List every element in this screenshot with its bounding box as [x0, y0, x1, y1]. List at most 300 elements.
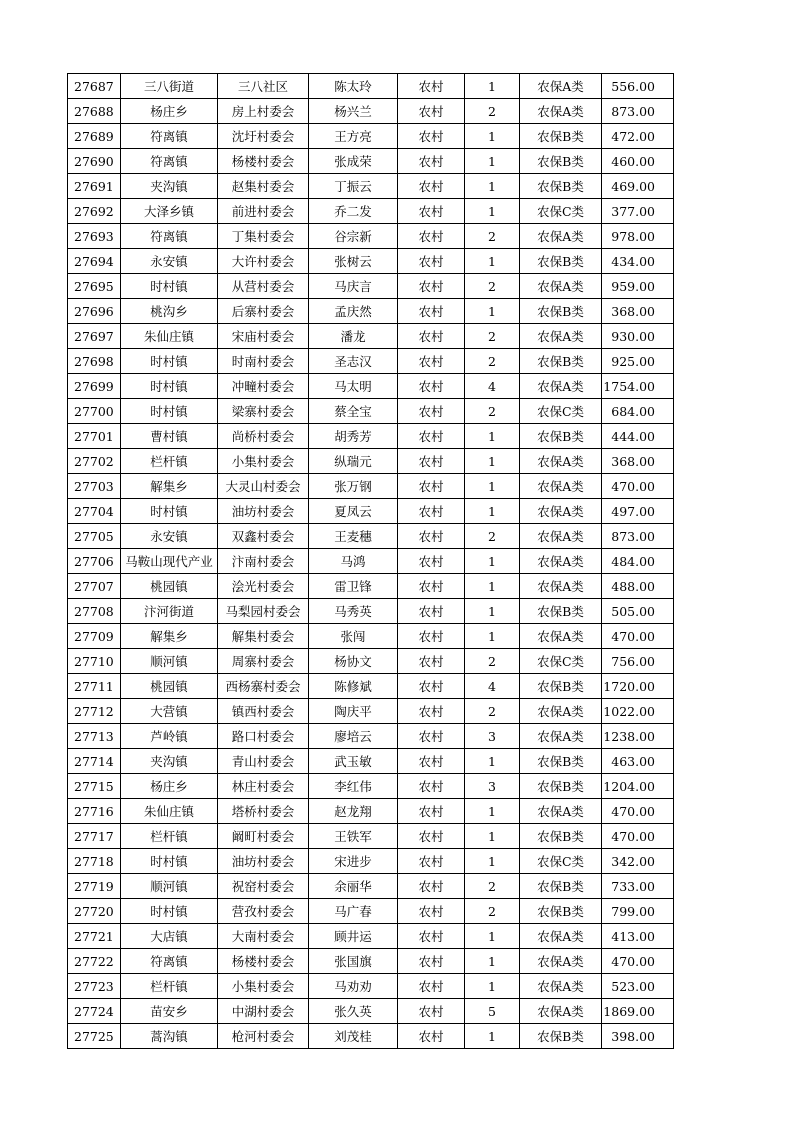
table-row	[68, 99, 674, 124]
cell-household-size: 2	[465, 224, 520, 249]
cell-household-type: 农村	[398, 974, 465, 999]
cell-name: 陶庆平	[309, 699, 398, 724]
cell-amount: 959.00	[602, 274, 674, 299]
cell-household-type: 农村	[398, 949, 465, 974]
cell-amount: 505.00	[602, 599, 674, 624]
cell-insurance-class: 农保B类	[520, 349, 602, 374]
cell-amount: 497.00	[602, 499, 674, 524]
cell-village: 杨楼村委会	[218, 949, 309, 974]
cell-household-size: 3	[465, 724, 520, 749]
cell-amount: 873.00	[602, 99, 674, 124]
cell-record-id: 27704	[68, 499, 121, 524]
table-row	[68, 299, 674, 324]
cell-amount: 470.00	[602, 949, 674, 974]
cell-household-type: 农村	[398, 799, 465, 824]
cell-township: 时村镇	[121, 399, 218, 424]
cell-record-id: 27713	[68, 724, 121, 749]
cell-amount: 684.00	[602, 399, 674, 424]
cell-household-type: 农村	[398, 899, 465, 924]
cell-insurance-class: 农保B类	[520, 149, 602, 174]
cell-insurance-class: 农保A类	[520, 549, 602, 574]
cell-amount: 1204.00	[602, 774, 674, 799]
cell-village: 塔桥村委会	[218, 799, 309, 824]
cell-village: 前进村委会	[218, 199, 309, 224]
cell-name: 谷宗新	[309, 224, 398, 249]
cell-village: 油坊村委会	[218, 499, 309, 524]
cell-amount: 434.00	[602, 249, 674, 274]
cell-township: 时村镇	[121, 349, 218, 374]
cell-insurance-class: 农保B类	[520, 124, 602, 149]
cell-amount: 733.00	[602, 874, 674, 899]
cell-household-size: 1	[465, 474, 520, 499]
cell-household-size: 4	[465, 374, 520, 399]
table-row	[68, 274, 674, 299]
cell-household-size: 2	[465, 99, 520, 124]
table-row	[68, 824, 674, 849]
cell-township: 时村镇	[121, 499, 218, 524]
cell-household-type: 农村	[398, 774, 465, 799]
cell-insurance-class: 农保B类	[520, 174, 602, 199]
cell-name: 乔二发	[309, 199, 398, 224]
cell-household-type: 农村	[398, 999, 465, 1024]
table-row	[68, 324, 674, 349]
cell-township: 曹村镇	[121, 424, 218, 449]
cell-insurance-class: 农保C类	[520, 199, 602, 224]
subsidy-table	[67, 73, 674, 1049]
table-row	[68, 649, 674, 674]
cell-insurance-class: 农保B类	[520, 874, 602, 899]
cell-name: 余丽华	[309, 874, 398, 899]
cell-amount: 377.00	[602, 199, 674, 224]
cell-record-id: 27712	[68, 699, 121, 724]
table-row	[68, 449, 674, 474]
cell-township: 杨庄乡	[121, 99, 218, 124]
cell-insurance-class: 农保A类	[520, 999, 602, 1024]
cell-household-type: 农村	[398, 249, 465, 274]
cell-village: 尚桥村委会	[218, 424, 309, 449]
cell-household-type: 农村	[398, 374, 465, 399]
cell-record-id: 27711	[68, 674, 121, 699]
cell-record-id: 27715	[68, 774, 121, 799]
table-row	[68, 199, 674, 224]
cell-insurance-class: 农保C类	[520, 399, 602, 424]
cell-record-id: 27693	[68, 224, 121, 249]
cell-village: 冲疃村委会	[218, 374, 309, 399]
cell-household-size: 1	[465, 574, 520, 599]
cell-insurance-class: 农保B类	[520, 424, 602, 449]
cell-record-id: 27703	[68, 474, 121, 499]
cell-township: 汴河街道	[121, 599, 218, 624]
cell-household-size: 4	[465, 674, 520, 699]
cell-township: 符离镇	[121, 949, 218, 974]
cell-record-id: 27720	[68, 899, 121, 924]
cell-insurance-class: 农保A类	[520, 374, 602, 399]
table-row	[68, 774, 674, 799]
cell-village: 房上村委会	[218, 99, 309, 124]
cell-household-type: 农村	[398, 1024, 465, 1049]
table-row	[68, 474, 674, 499]
cell-insurance-class: 农保A类	[520, 949, 602, 974]
cell-village: 周寨村委会	[218, 649, 309, 674]
cell-village: 油坊村委会	[218, 849, 309, 874]
cell-village: 大灵山村委会	[218, 474, 309, 499]
cell-name: 圣志汉	[309, 349, 398, 374]
cell-township: 解集乡	[121, 624, 218, 649]
table-row	[68, 174, 674, 199]
cell-name: 夏凤云	[309, 499, 398, 524]
cell-household-size: 2	[465, 399, 520, 424]
cell-household-size: 1	[465, 424, 520, 449]
cell-household-type: 农村	[398, 849, 465, 874]
cell-amount: 413.00	[602, 924, 674, 949]
cell-village: 宋庙村委会	[218, 324, 309, 349]
cell-village: 三八社区	[218, 74, 309, 99]
cell-record-id: 27702	[68, 449, 121, 474]
cell-township: 桃园镇	[121, 574, 218, 599]
cell-amount: 1869.00	[602, 999, 674, 1024]
cell-insurance-class: 农保A类	[520, 924, 602, 949]
cell-village: 马梨园村委会	[218, 599, 309, 624]
cell-household-type: 农村	[398, 174, 465, 199]
cell-record-id: 27721	[68, 924, 121, 949]
cell-insurance-class: 农保A类	[520, 99, 602, 124]
cell-insurance-class: 农保A类	[520, 699, 602, 724]
cell-village: 祝窑村委会	[218, 874, 309, 899]
cell-name: 陈太玲	[309, 74, 398, 99]
cell-household-type: 农村	[398, 99, 465, 124]
cell-amount: 873.00	[602, 524, 674, 549]
table-row	[68, 674, 674, 699]
cell-amount: 1720.00	[602, 674, 674, 699]
cell-household-type: 农村	[398, 649, 465, 674]
cell-record-id: 27717	[68, 824, 121, 849]
cell-household-size: 1	[465, 824, 520, 849]
cell-name: 潘龙	[309, 324, 398, 349]
cell-amount: 460.00	[602, 149, 674, 174]
cell-insurance-class: 农保A类	[520, 624, 602, 649]
cell-household-size: 1	[465, 499, 520, 524]
cell-amount: 930.00	[602, 324, 674, 349]
cell-record-id: 27701	[68, 424, 121, 449]
table-row	[68, 699, 674, 724]
cell-village: 双鑫村委会	[218, 524, 309, 549]
cell-household-type: 农村	[398, 199, 465, 224]
cell-amount: 463.00	[602, 749, 674, 774]
cell-insurance-class: 农保A类	[520, 724, 602, 749]
cell-household-size: 1	[465, 974, 520, 999]
cell-record-id: 27719	[68, 874, 121, 899]
cell-township: 顺河镇	[121, 649, 218, 674]
cell-record-id: 27707	[68, 574, 121, 599]
cell-township: 蒿沟镇	[121, 1024, 218, 1049]
cell-name: 纵瑞元	[309, 449, 398, 474]
cell-household-size: 1	[465, 124, 520, 149]
cell-household-type: 农村	[398, 549, 465, 574]
table-row	[68, 1024, 674, 1049]
cell-record-id: 27699	[68, 374, 121, 399]
cell-insurance-class: 农保A类	[520, 274, 602, 299]
cell-household-size: 3	[465, 774, 520, 799]
table-row	[68, 524, 674, 549]
cell-village: 路口村委会	[218, 724, 309, 749]
cell-insurance-class: 农保B类	[520, 749, 602, 774]
cell-insurance-class: 农保B类	[520, 899, 602, 924]
cell-household-type: 农村	[398, 149, 465, 174]
cell-township: 栏杆镇	[121, 824, 218, 849]
cell-name: 张国旗	[309, 949, 398, 974]
cell-household-size: 1	[465, 1024, 520, 1049]
table-row	[68, 124, 674, 149]
cell-name: 杨协文	[309, 649, 398, 674]
cell-amount: 556.00	[602, 74, 674, 99]
cell-name: 张树云	[309, 249, 398, 274]
cell-township: 栏杆镇	[121, 449, 218, 474]
cell-insurance-class: 农保B类	[520, 674, 602, 699]
cell-amount: 523.00	[602, 974, 674, 999]
cell-name: 马太明	[309, 374, 398, 399]
cell-household-size: 1	[465, 949, 520, 974]
cell-household-type: 农村	[398, 224, 465, 249]
cell-village: 时南村委会	[218, 349, 309, 374]
cell-name: 马秀英	[309, 599, 398, 624]
cell-record-id: 27692	[68, 199, 121, 224]
cell-household-size: 1	[465, 549, 520, 574]
table-row	[68, 974, 674, 999]
cell-insurance-class: 农保B类	[520, 774, 602, 799]
cell-household-type: 农村	[398, 299, 465, 324]
cell-amount: 368.00	[602, 449, 674, 474]
cell-household-type: 农村	[398, 324, 465, 349]
cell-household-type: 农村	[398, 399, 465, 424]
table-row	[68, 224, 674, 249]
cell-record-id: 27698	[68, 349, 121, 374]
cell-household-size: 1	[465, 799, 520, 824]
cell-household-size: 2	[465, 349, 520, 374]
cell-name: 顾井运	[309, 924, 398, 949]
cell-amount: 1238.00	[602, 724, 674, 749]
cell-record-id: 27694	[68, 249, 121, 274]
table-row	[68, 874, 674, 899]
cell-village: 后寨村委会	[218, 299, 309, 324]
cell-household-type: 农村	[398, 474, 465, 499]
cell-name: 刘茂桂	[309, 1024, 398, 1049]
cell-household-size: 1	[465, 149, 520, 174]
cell-amount: 470.00	[602, 624, 674, 649]
cell-household-type: 农村	[398, 449, 465, 474]
table-row	[68, 924, 674, 949]
cell-township: 时村镇	[121, 849, 218, 874]
table-row	[68, 499, 674, 524]
cell-township: 大营镇	[121, 699, 218, 724]
cell-township: 朱仙庄镇	[121, 799, 218, 824]
table-row	[68, 799, 674, 824]
cell-record-id: 27689	[68, 124, 121, 149]
cell-amount: 398.00	[602, 1024, 674, 1049]
table-row	[68, 949, 674, 974]
cell-household-type: 农村	[398, 424, 465, 449]
cell-amount: 484.00	[602, 549, 674, 574]
cell-record-id: 27697	[68, 324, 121, 349]
cell-village: 解集村委会	[218, 624, 309, 649]
cell-household-size: 1	[465, 599, 520, 624]
cell-amount: 470.00	[602, 799, 674, 824]
cell-name: 丁振云	[309, 174, 398, 199]
cell-name: 陈修斌	[309, 674, 398, 699]
cell-household-size: 1	[465, 624, 520, 649]
cell-insurance-class: 农保B类	[520, 824, 602, 849]
cell-village: 阚町村委会	[218, 824, 309, 849]
cell-name: 杨兴兰	[309, 99, 398, 124]
cell-name: 张久英	[309, 999, 398, 1024]
cell-township: 解集乡	[121, 474, 218, 499]
cell-household-type: 农村	[398, 724, 465, 749]
cell-household-size: 1	[465, 924, 520, 949]
cell-record-id: 27716	[68, 799, 121, 824]
table-row	[68, 999, 674, 1024]
cell-household-size: 1	[465, 174, 520, 199]
cell-township: 符离镇	[121, 124, 218, 149]
cell-household-type: 农村	[398, 124, 465, 149]
cell-household-type: 农村	[398, 599, 465, 624]
cell-household-type: 农村	[398, 74, 465, 99]
cell-record-id: 27723	[68, 974, 121, 999]
cell-amount: 470.00	[602, 474, 674, 499]
cell-village: 浍光村委会	[218, 574, 309, 599]
cell-township: 永安镇	[121, 524, 218, 549]
cell-township: 时村镇	[121, 899, 218, 924]
cell-name: 马庆言	[309, 274, 398, 299]
cell-insurance-class: 农保B类	[520, 299, 602, 324]
cell-record-id: 27687	[68, 74, 121, 99]
cell-township: 符离镇	[121, 149, 218, 174]
cell-name: 王铁军	[309, 824, 398, 849]
cell-household-size: 1	[465, 299, 520, 324]
cell-village: 汴南村委会	[218, 549, 309, 574]
cell-record-id: 27691	[68, 174, 121, 199]
cell-township: 马鞍山现代产业	[121, 549, 218, 574]
cell-amount: 444.00	[602, 424, 674, 449]
cell-name: 蔡全宝	[309, 399, 398, 424]
cell-record-id: 27695	[68, 274, 121, 299]
cell-amount: 799.00	[602, 899, 674, 924]
cell-insurance-class: 农保A类	[520, 449, 602, 474]
table-row	[68, 399, 674, 424]
cell-township: 朱仙庄镇	[121, 324, 218, 349]
cell-village: 小集村委会	[218, 974, 309, 999]
cell-record-id: 27690	[68, 149, 121, 174]
cell-village: 营孜村委会	[218, 899, 309, 924]
cell-township: 大店镇	[121, 924, 218, 949]
cell-household-size: 1	[465, 199, 520, 224]
cell-household-size: 1	[465, 849, 520, 874]
table-row	[68, 374, 674, 399]
cell-township: 杨庄乡	[121, 774, 218, 799]
cell-village: 赵集村委会	[218, 174, 309, 199]
cell-amount: 470.00	[602, 824, 674, 849]
cell-household-size: 2	[465, 874, 520, 899]
cell-household-size: 5	[465, 999, 520, 1024]
cell-name: 孟庆然	[309, 299, 398, 324]
cell-record-id: 27718	[68, 849, 121, 874]
cell-insurance-class: 农保A类	[520, 324, 602, 349]
cell-record-id: 27722	[68, 949, 121, 974]
cell-insurance-class: 农保C类	[520, 849, 602, 874]
cell-record-id: 27705	[68, 524, 121, 549]
cell-township: 永安镇	[121, 249, 218, 274]
cell-village: 杨楼村委会	[218, 149, 309, 174]
cell-name: 李红伟	[309, 774, 398, 799]
cell-name: 王方亮	[309, 124, 398, 149]
cell-household-type: 农村	[398, 674, 465, 699]
cell-household-type: 农村	[398, 874, 465, 899]
cell-name: 马广春	[309, 899, 398, 924]
cell-record-id: 27725	[68, 1024, 121, 1049]
cell-village: 丁集村委会	[218, 224, 309, 249]
table-row	[68, 424, 674, 449]
cell-township: 夹沟镇	[121, 174, 218, 199]
cell-record-id: 27709	[68, 624, 121, 649]
cell-amount: 756.00	[602, 649, 674, 674]
cell-record-id: 27700	[68, 399, 121, 424]
cell-township: 夹沟镇	[121, 749, 218, 774]
cell-household-type: 农村	[398, 624, 465, 649]
cell-amount: 1022.00	[602, 699, 674, 724]
cell-township: 时村镇	[121, 374, 218, 399]
cell-village: 中湖村委会	[218, 999, 309, 1024]
cell-township: 栏杆镇	[121, 974, 218, 999]
table-body	[68, 74, 674, 1049]
table-row	[68, 349, 674, 374]
cell-household-type: 农村	[398, 349, 465, 374]
cell-name: 宋进步	[309, 849, 398, 874]
cell-insurance-class: 农保A类	[520, 74, 602, 99]
cell-amount: 472.00	[602, 124, 674, 149]
cell-household-size: 1	[465, 449, 520, 474]
cell-name: 张闯	[309, 624, 398, 649]
cell-household-size: 2	[465, 324, 520, 349]
cell-village: 青山村委会	[218, 749, 309, 774]
table-row	[68, 724, 674, 749]
cell-name: 马鸿	[309, 549, 398, 574]
cell-township: 三八街道	[121, 74, 218, 99]
cell-name: 赵龙翔	[309, 799, 398, 824]
cell-township: 符离镇	[121, 224, 218, 249]
cell-name: 武玉敏	[309, 749, 398, 774]
cell-village: 大许村委会	[218, 249, 309, 274]
cell-household-size: 2	[465, 274, 520, 299]
cell-name: 胡秀芳	[309, 424, 398, 449]
cell-amount: 925.00	[602, 349, 674, 374]
cell-village: 枪河村委会	[218, 1024, 309, 1049]
cell-insurance-class: 农保A类	[520, 974, 602, 999]
cell-insurance-class: 农保A类	[520, 499, 602, 524]
cell-township: 桃沟乡	[121, 299, 218, 324]
cell-insurance-class: 农保A类	[520, 524, 602, 549]
cell-insurance-class: 农保B类	[520, 1024, 602, 1049]
cell-name: 张万钢	[309, 474, 398, 499]
cell-household-size: 1	[465, 249, 520, 274]
cell-insurance-class: 农保A类	[520, 799, 602, 824]
cell-township: 大泽乡镇	[121, 199, 218, 224]
cell-name: 王麦穗	[309, 524, 398, 549]
cell-village: 林庄村委会	[218, 774, 309, 799]
cell-village: 沈圩村委会	[218, 124, 309, 149]
cell-village: 西杨寨村委会	[218, 674, 309, 699]
cell-township: 时村镇	[121, 274, 218, 299]
cell-amount: 488.00	[602, 574, 674, 599]
cell-household-size: 2	[465, 649, 520, 674]
cell-name: 雷卫锋	[309, 574, 398, 599]
